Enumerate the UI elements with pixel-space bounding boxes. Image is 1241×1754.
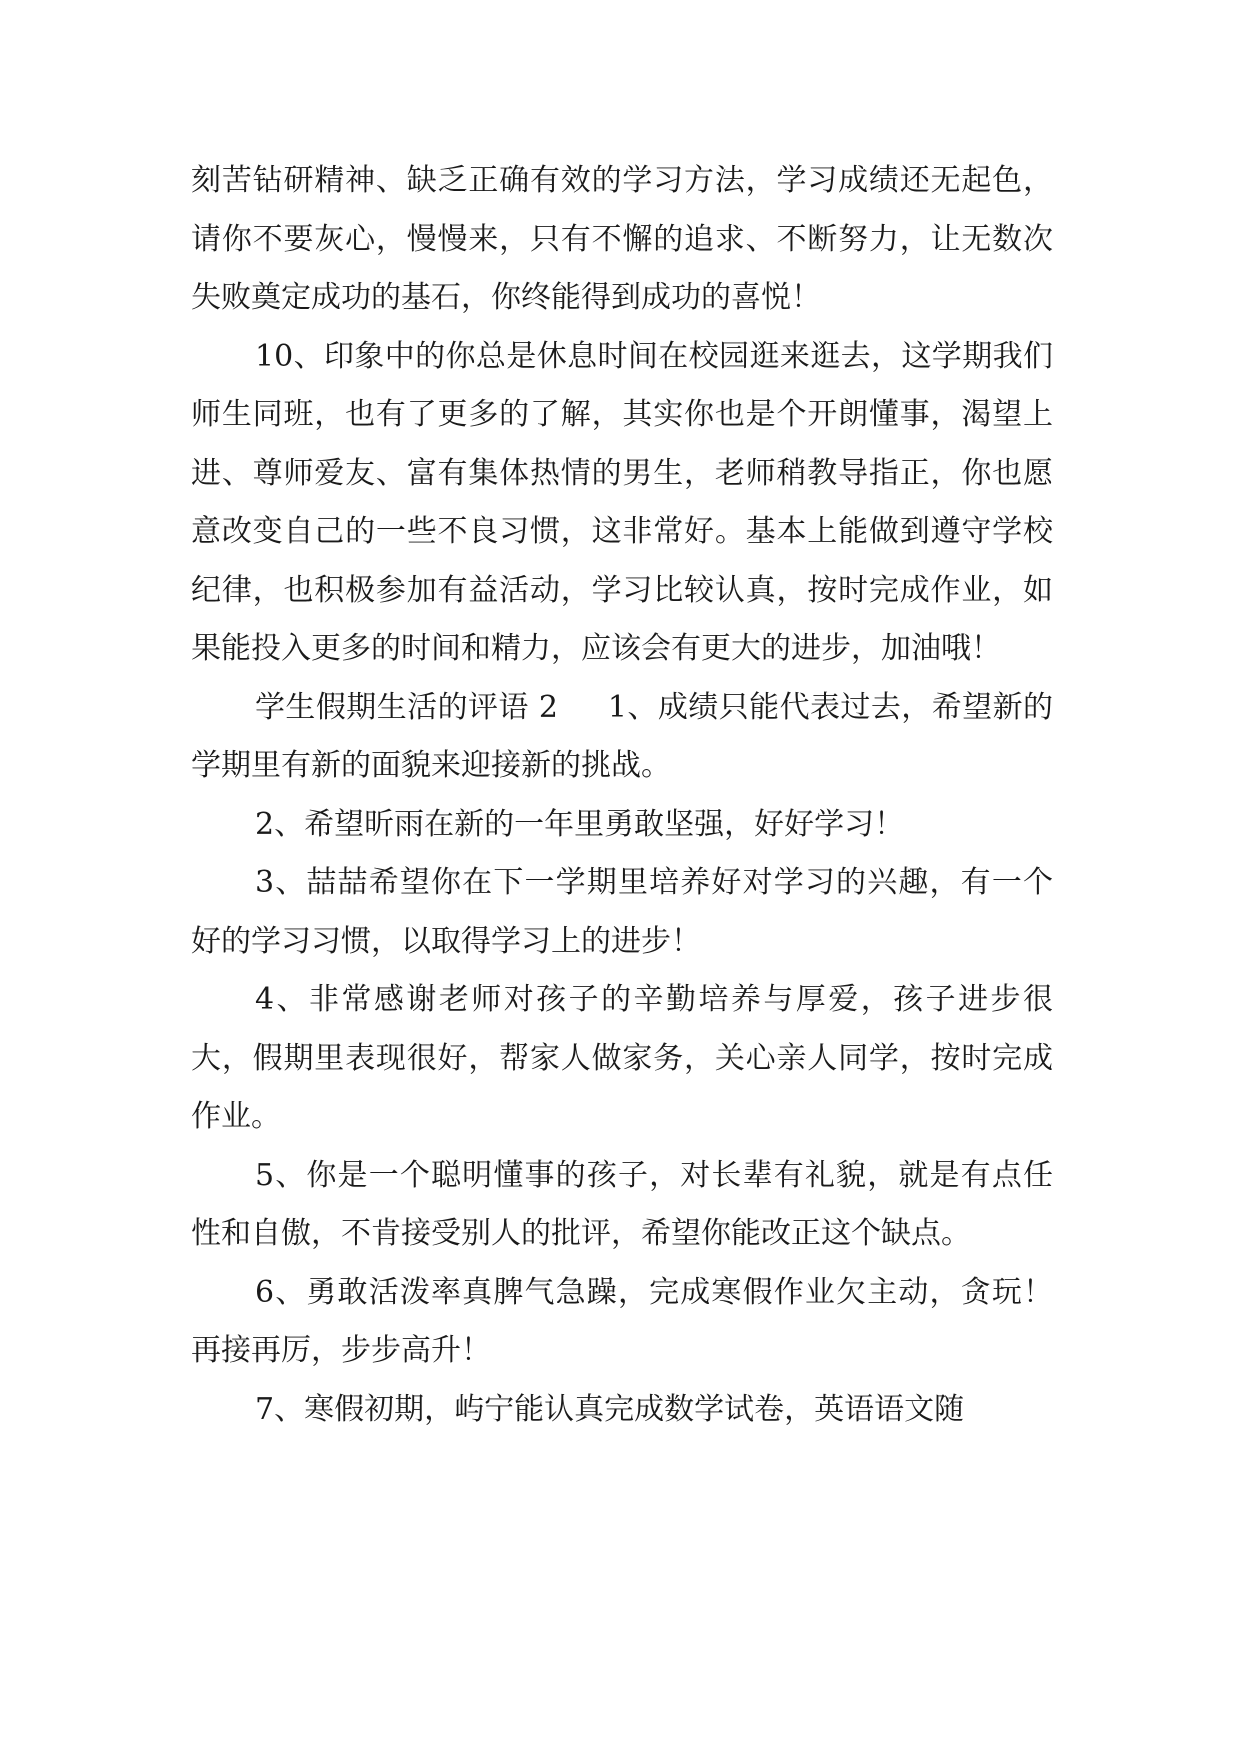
paragraph-comment-2: 2、希望昕雨在新的一年里勇敢坚强，好好学习！ <box>255 806 905 842</box>
paragraph-comment-4: 4、非常感谢老师对孩子的辛勤培养与厚爱，孩子进步很大，假期里表现很好，帮家人做家务，关心亲人同学，按时完成作业。 <box>191 982 1053 1134</box>
paragraph-section-heading <box>191 679 1053 796</box>
paragraph-comment-10: 10、印象中的你总是休息时间在校园逛来逛去，这学期我们师生同班，也有了更多的了解，其实你也是个开朗懂事，渴望上进、尊师爱友、富有集体热情的男生，老师稍教导指正，你也愿意改变自己的一些不良习惯，这非常好。基本上能做到遵守学校纪律，也积极参加有益活动，学习比较认真，按时完成作业，如果能投入更多的时间和精力，应该会有更大的进步，加油哦！ <box>191 338 1053 666</box>
document-body <box>191 152 1053 1439</box>
paragraph-continued: 刻苦钻研精神、缺乏正确有效的学习方法，学习成绩还无起色，请你不要灰心，慢慢来，只有不懈的追求、不断努力，让无数次失败奠定成功的基石，你终能得到成功的喜悦！ <box>191 163 1053 315</box>
paragraph-comment-5: 5、你是一个聪明懂事的孩子，对长辈有礼貌，就是有点任性和自傲，不肯接受别人的批评，希望你能改正这个缺点。 <box>191 1157 1053 1251</box>
paragraph-comment-3: 3、喆喆希望你在下一学期里培养好对学习的兴趣，有一个好的学习习惯，以取得学习上的进步！ <box>191 865 1053 959</box>
paragraph-comment-6: 6、勇敢活泼率真脾气急躁，完成寒假作业欠主动，贪玩！再接再厉，步步高升！ <box>191 1274 1053 1368</box>
section-heading: 学生假期生活的评语 2 <box>255 689 558 725</box>
paragraph-comment-7: 7、寒假初期，屿宁能认真完成数学试卷，英语语文随 <box>255 1391 965 1427</box>
paragraph-comment-1: 1、成绩只能代表过去，希望新的学期里有新的面貌来迎接新的挑战。 <box>191 689 1054 783</box>
